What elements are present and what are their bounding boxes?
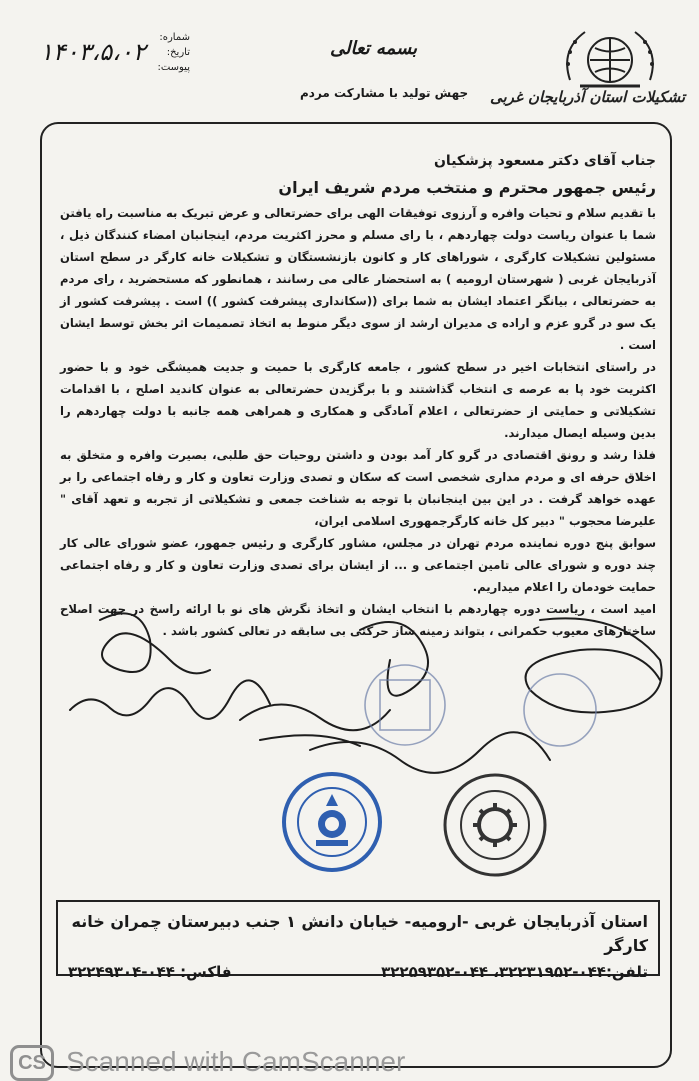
addressee-line-1: جناب آقای دکتر مسعود پزشکیان bbox=[433, 153, 656, 169]
footer-contact-box bbox=[56, 900, 660, 981]
handwritten-date: ۱۴۰۳،۵،۰۲ bbox=[40, 38, 146, 66]
dark-stamp-icon bbox=[440, 770, 550, 880]
footer-fax: فاکس: ۰۴۴-۳۲۲۴۹۳۰۴ bbox=[68, 963, 232, 981]
paragraph-1: با تقدیم سلام و تحیات وافره و آرزوی توفیقات الهی برای حضرتعالی و عرض تبریک به مناسبت راه یافتن شما با عنوان ریاست دولت چهاردهم ، با رای مسلم و محرز اکثریت مردم، اینجانبان امضاء کنندگان ذیل ، مسئولین تشکیلات کارگری ، شوراهای کار و کانون بازنشستگان و تشکیلات خانه کارگر در سطح استان آذربایجان غربی ( شهرستان ارومیه ) به استحضار عالی می رسانند ، همانطور که مستحضرید ، رای مردم به حضرتعالی ، بیانگر اعتماد ایشان به شما برای ((سکانداری پیشرفت کشور )) است . پیشرفت کشور از یک سو در گرو عزم و اراده ی مدیران ارشد از سوی دیگر منوط به اتخاذ تصمیمات اثر بخش توسط ایشان است . bbox=[60, 206, 656, 352]
footer-contact-row bbox=[68, 958, 648, 986]
slogan: جهش تولید با مشارکت مردم bbox=[300, 86, 469, 100]
letter-body bbox=[60, 148, 656, 642]
paragraph-4: سوابق پنج دوره نماینده مردم تهران در مجلس، مشاور کارگری و رئیس جمهور، عضو شورای عالی کار چند دوره و شورای عالی تامین اجتماعی و ... از ایشان برای تصدی وزارت تعاون و کار و رفاه اجتماعی حمایت خودمان را اعلام میداریم. bbox=[60, 536, 656, 594]
footer-phone: تلفن:۰۴۴-۳۲۲۳۱۹۵۲، ۰۴۴-۳۲۲۵۹۳۵۲ bbox=[381, 963, 648, 981]
paragraph-3: فلذا رشد و رونق اقتصادی در گرو کار آمد بودن و داشتن روحیات حق طلبی، بصیرت وافره و متخلق به اخلاق حرفه ای و مردم مداری شخصی است که سکان و تصدی وزارت تعاون و کار و رفاه اجتماعی را بر عهده خواهد گرفت . در این بین اینجانبان با توجه به شناخت جمعی و تشکیلاتی از تجربه و تعهد آقای " علیرضا محجوب " دبیر کل خانه کارگرجمهوری اسلامی ایران، bbox=[60, 448, 656, 528]
number-label: شماره: bbox=[159, 32, 190, 43]
footer-address: استان آذربایجان غربی -ارومیه- خیابان دانش ۱ جنب دبیرستان چمران خانه کارگر bbox=[71, 912, 648, 955]
signature-2-icon bbox=[240, 704, 390, 746]
paragraph-5: امید است ، ریاست دوره چهاردهم با انتخاب ایشان و اتخاذ نگرش های نو با ارائه راسخ در جهت اصلاح ساختارهای معیوب حکمرانی ، بتواند زمینه ساز حرکتی بی سابقه در تعالی کشور باشد . bbox=[60, 602, 656, 638]
signature-3-icon bbox=[310, 732, 550, 773]
basmala-heading: بسمه تعالی bbox=[330, 38, 418, 59]
signature-1-text-icon bbox=[70, 680, 270, 719]
addressee-line-2: رئیس جمهور محترم و منتخب مردم شریف ایران bbox=[278, 178, 656, 197]
faded-stamp-icon bbox=[365, 665, 445, 745]
camscanner-logo: CS bbox=[10, 1045, 54, 1081]
attachment-label: پیوست: bbox=[157, 62, 190, 73]
organization-name: تشکیلات استان آذربایجان غربی bbox=[489, 88, 685, 106]
camscanner-watermark-text: Scanned with CamScanner bbox=[66, 1046, 406, 1077]
faded-stamp-2-icon bbox=[524, 674, 596, 746]
signature-1-icon bbox=[100, 613, 210, 673]
paragraph-2: در راستای انتخابات اخیر در سطح کشور ، جامعه کارگری با حمیت و جدیت همیشگی خود و با حضور اکثریت خود پا به عرصه ی انتخاب گذاشتند و با برگزیدن حضرتعالی به عنوان کاندید اصلح ، با اقدامات تشکیلاتی و حمایتی از حضرتعالی ، اعلام آمادگی و همکاری و همراهی همه جانبه با دولت چهاردهم را بدین وسیله ایصال میدارند. bbox=[60, 360, 656, 440]
blue-stamp-icon bbox=[280, 770, 384, 874]
letter-meta-fields bbox=[150, 30, 190, 75]
date-label: تاریخ: bbox=[166, 47, 190, 58]
